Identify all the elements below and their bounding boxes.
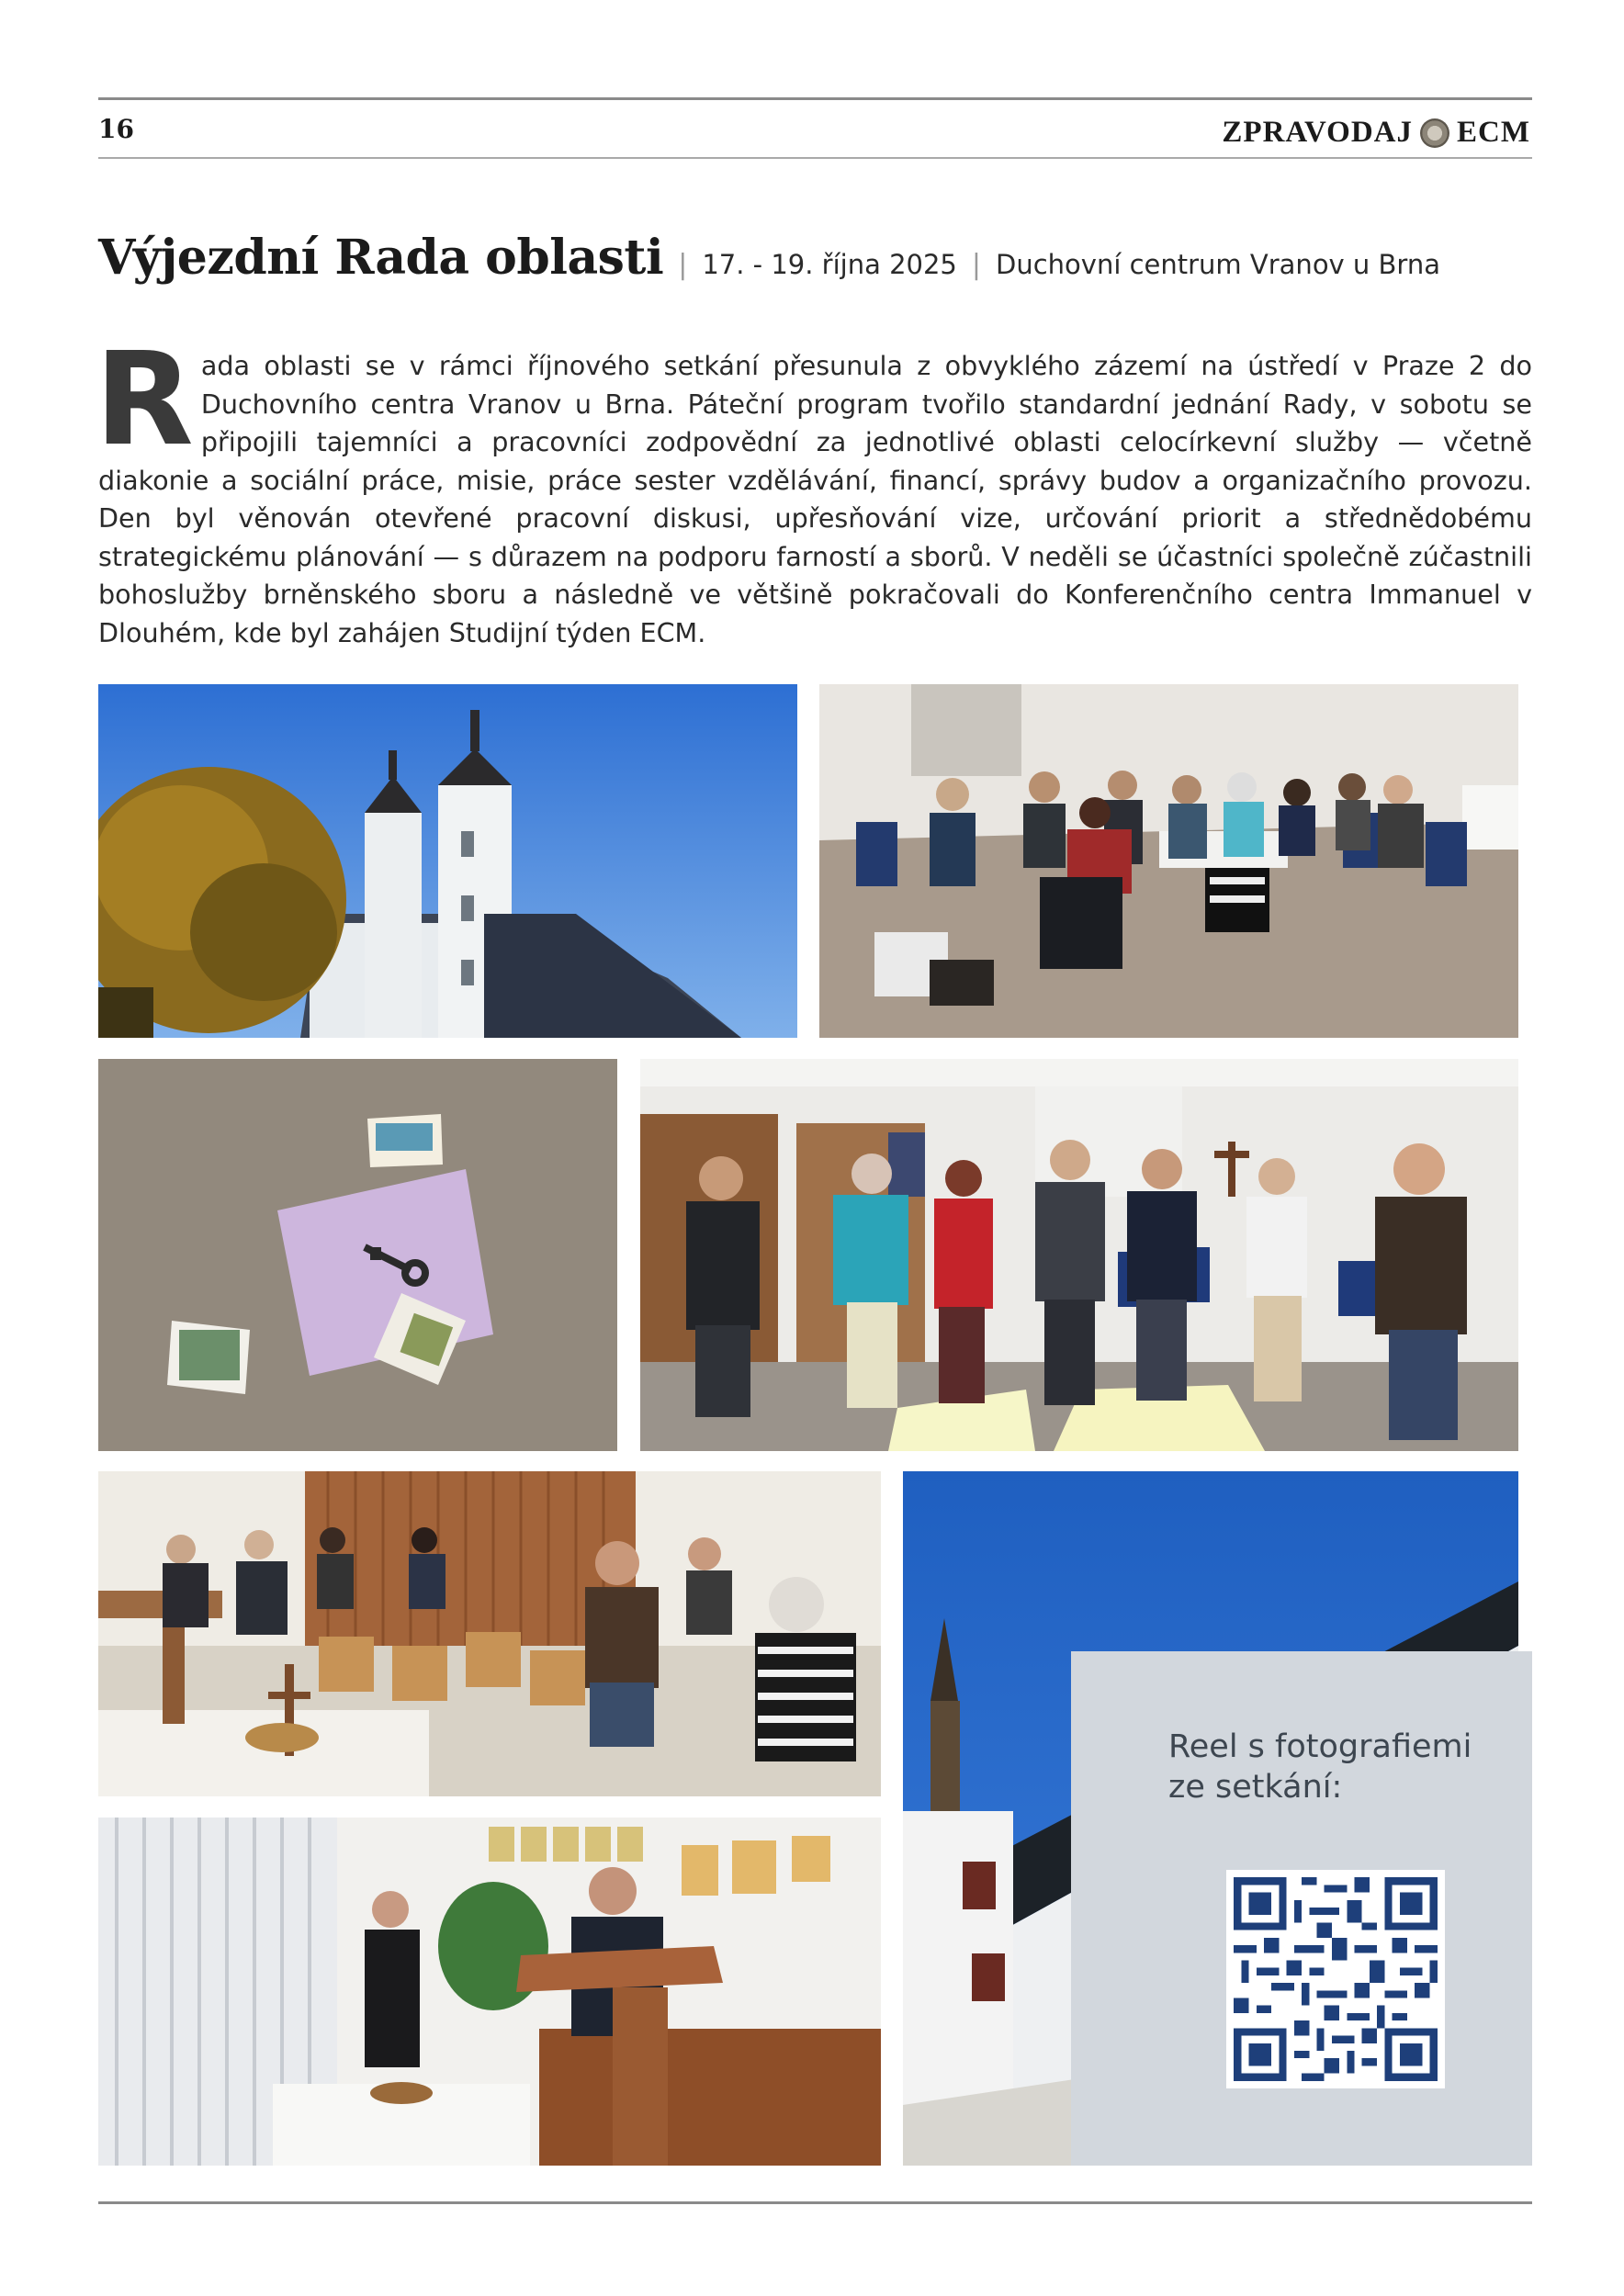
qr-panel bbox=[1071, 1651, 1532, 2166]
drop-cap: R bbox=[95, 325, 194, 475]
photo-worship-seated bbox=[98, 1471, 881, 1796]
publication-name: ZPRAVODAJ bbox=[1222, 116, 1413, 149]
separator: | bbox=[971, 249, 981, 281]
page-number: 16 bbox=[98, 114, 134, 144]
photo-meeting-circle bbox=[819, 684, 1518, 1038]
photo-group-standing bbox=[640, 1059, 1518, 1451]
masthead bbox=[1222, 116, 1530, 150]
article-headline bbox=[98, 230, 1440, 286]
publication-suffix: ECM bbox=[1457, 116, 1530, 149]
article-body bbox=[95, 325, 1532, 652]
article-location: Duchovní centrum Vranov u Brna bbox=[996, 249, 1440, 280]
header-rule bbox=[98, 157, 1532, 159]
photo-reading-lectern bbox=[98, 1818, 881, 2166]
qr-caption: Reel s fotografiemi ze setkání: bbox=[1168, 1728, 1472, 1806]
separator: | bbox=[678, 249, 688, 281]
top-rule bbox=[98, 97, 1532, 100]
photo-key-on-carpet bbox=[98, 1059, 617, 1451]
qr-code-icon[interactable] bbox=[1226, 1870, 1445, 2088]
article-date: 17. - 19. října 2025 bbox=[702, 249, 957, 280]
article-body-text: ada oblasti se v rámci říjnového setkání přesunula z obvyklého zázemí na ústředí v Praze 2 do Duchovního centra Vranov u Brna. Páteční program tvořilo standardní jednání Rady, v sobotu se připojili tajemníci a pracovníci zodpovědní za jednotlivé oblasti celocírkevní služby — včetně diakonie a sociální práce, misie, práce sester vzdělávání, financí, správy budov a organizačního provozu. Den byl věnován otevřené pracovní diskusi, upřesňování vize, určování priorit a střednědobému strategickému plánování — s důrazem na podporu farností a sborů. V neděli se účastníci společně zúčastnili bohoslužby brněnského sboru a následně ve většině pokračovali do Konferenčního centra Immanuel v Dlouhém, kde byl zahájen Studijní týden ECM. bbox=[98, 350, 1532, 648]
photo-church bbox=[98, 684, 797, 1038]
article-title: Výjezdní Rada oblasti bbox=[98, 230, 664, 286]
ecm-seal-icon bbox=[1420, 118, 1449, 148]
footer-rule bbox=[98, 2201, 1532, 2204]
